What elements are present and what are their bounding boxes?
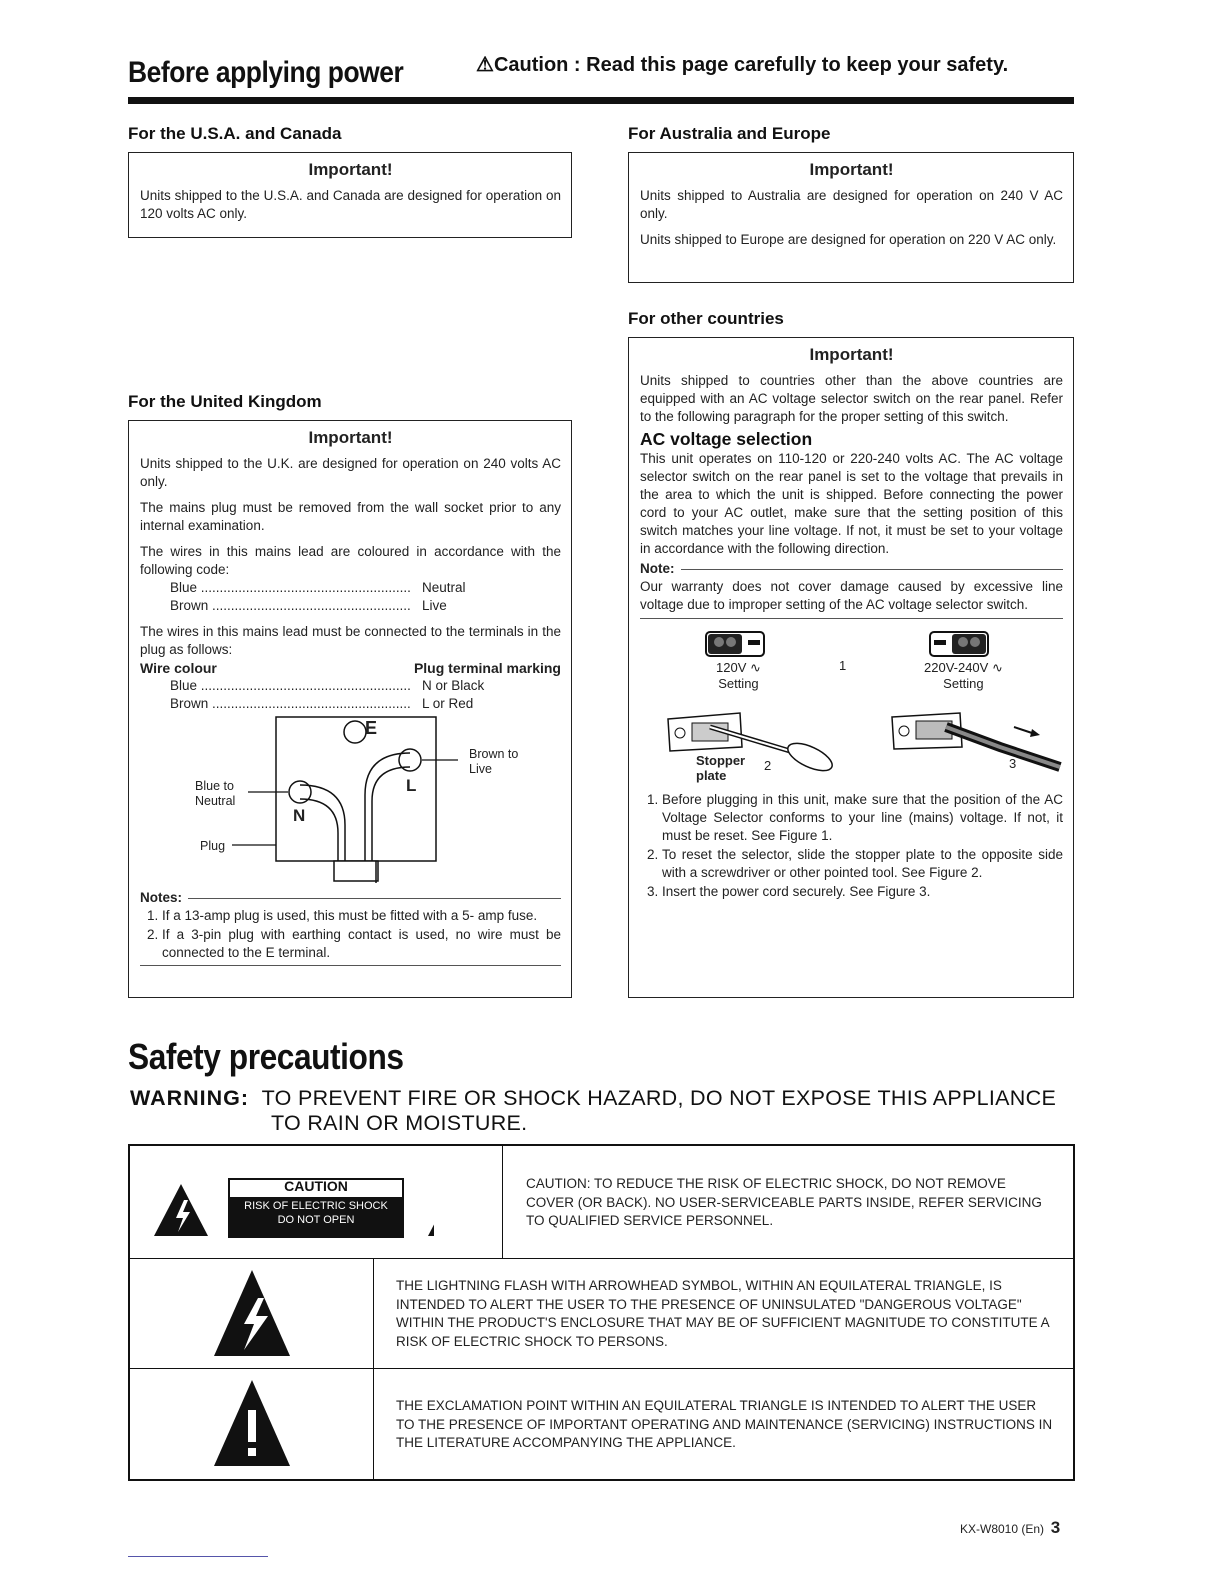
note-label: Note: <box>640 560 1063 578</box>
page-title: Before applying power <box>128 56 404 89</box>
ac-heading: AC voltage selection <box>640 429 813 449</box>
aus-p2: Units shipped to Europe are designed for operation on 220 V AC only. <box>640 232 1057 247</box>
wire-row-brown <box>170 695 561 713</box>
other-important: Important! <box>809 345 894 364</box>
neutral-text: Neutral <box>195 794 236 808</box>
exclamation-triangle-icon <box>214 1380 290 1468</box>
uk-box <box>128 420 572 998</box>
usa-text: Units shipped to the U.S.A. and Canada are designed for operation on 120 volts AC only. <box>140 188 561 221</box>
live-text: Live <box>469 762 492 776</box>
plug-label: Plug <box>200 839 226 853</box>
row-divider <box>130 1368 1073 1369</box>
plug-marking-header: Plug terminal marking <box>413 660 561 676</box>
label-120-setting: Setting <box>718 676 759 691</box>
page-number: 3 <box>1050 1518 1061 1537</box>
notes-list <box>140 907 561 966</box>
code-brown: Brown ..... <box>170 597 410 615</box>
code-row-brown <box>170 597 561 615</box>
fig-num-1: 1 <box>839 658 847 673</box>
code-row-blue <box>170 579 561 597</box>
note-item: 2. If a 3-pin plug with earthing contact is used, no wire must be connected to the E terminal. <box>162 926 561 962</box>
code-live: Live <box>422 598 447 613</box>
terminal-e-label: E <box>365 718 378 738</box>
warning-label: WARNING: <box>130 1086 250 1110</box>
ac-text: This unit operates on 110-120 or 220-240 volts AC. The AC voltage selector switch on the rear panel is set to the voltage that prevails in the area to which the unit is shipped. Before connecting the power cord to your AC outlet, make sure that the setting position of this switch matches your line voltage. If not, it must be set to your voltage in accordance with the following direction. <box>640 451 1063 556</box>
caution-text: Caution : Read this page carefully to keep your safety. <box>493 54 1009 76</box>
aus-p1: Units shipped to Australia are designed for operation on 240 V AC only. <box>640 188 1063 221</box>
steps-list <box>640 791 1063 901</box>
label-220 <box>924 660 1003 692</box>
wire-brown: Brown ..... <box>170 695 410 713</box>
do-not-open-text: DO NOT OPEN <box>277 1214 355 1226</box>
wire-n-black: N or Black <box>422 678 485 693</box>
blue-to-neutral-label <box>195 779 235 809</box>
voltage-figure <box>640 627 1063 795</box>
safety-table <box>128 1144 1075 1481</box>
warning-line1: TO PREVENT FIRE OR SHOCK HAZARD, DO NOT EXPOSE THIS APPLIANCE <box>261 1086 1057 1110</box>
label-220-setting: Setting <box>943 676 984 691</box>
lightning-triangle-icon <box>214 1270 290 1358</box>
switch-220-icon <box>930 632 988 656</box>
stopper-text: Stopper <box>696 753 746 768</box>
footer-model: KX-W8010 (En) <box>960 1522 1045 1536</box>
aus-box <box>628 152 1074 283</box>
header-rule <box>128 97 1074 104</box>
footer <box>960 1518 1060 1538</box>
wire-l-red: L or Red <box>422 696 474 711</box>
label-220-voltage: 220V-240V ∿ <box>924 660 1003 675</box>
fig-num-2: 2 <box>764 758 772 773</box>
wire-blue: Blue ..... <box>170 677 410 695</box>
other-p1: Units shipped to countries other than the above countries are equipped with an AC voltage selector switch on the rear panel. Refer to the following paragraph for the proper setting of this switch. <box>640 373 1063 424</box>
aus-heading: For Australia and Europe <box>628 124 831 143</box>
other-heading: For other countries <box>628 309 784 328</box>
brown-to-live-label <box>469 747 518 777</box>
notes-label: Notes: <box>140 889 561 907</box>
label-120 <box>716 660 761 692</box>
wire-row-blue <box>170 677 561 695</box>
code-neutral: Neutral <box>422 580 466 595</box>
blue-to-text: Blue to <box>195 779 234 793</box>
uk-p3: The wires in this mains lead are coloured in accordance with the following code: <box>140 544 561 577</box>
risk-label <box>228 1199 404 1227</box>
caution-header <box>476 52 1008 77</box>
brown-to-text: Brown to <box>469 747 519 761</box>
stopper-plate-label <box>696 753 745 783</box>
step-item: 1. Before plugging in this unit, make sure that the position of the AC Voltage Selector conforms to your line (mains) voltage. If not, it must be reset. See Figure 1. <box>662 791 1063 845</box>
uk-p1: Units shipped to the U.K. are designed for operation on 240 volts AC only. <box>140 456 561 489</box>
row3-text: THE EXCLAMATION POINT WITHIN AN EQUILATERAL TRIANGLE IS INTENDED TO ALERT THE USER TO THE PRESENCE OF IMPORTANT OPERATING AND MAINTENANCE (SERVICING) INSTRUCTIONS IN THE LITERATURE ACCOMPANYING THE APPLIANCE. <box>396 1398 1053 1450</box>
plug-diagram <box>140 715 561 883</box>
wire-table-header <box>140 659 561 677</box>
usa-heading: For the U.S.A. and Canada <box>128 124 342 143</box>
uk-heading: For the United Kingdom <box>128 392 322 411</box>
note-text: Our warranty does not cover damage caused by excessive line voltage due to improper setting of the AC voltage selector switch. <box>640 578 1063 619</box>
uk-p4: The wires in this mains lead must be connected to the terminals in the plug as follows: <box>140 624 561 657</box>
warning-text <box>130 1086 1090 1136</box>
other-box <box>628 337 1074 998</box>
row-divider <box>130 1258 1073 1259</box>
warning-triangle-icon: ⚠ <box>476 54 494 76</box>
terminal-n-label: N <box>293 806 306 825</box>
switch-120-icon <box>706 632 764 656</box>
caution-label: CAUTION <box>284 1178 348 1194</box>
aus-important: Important! <box>809 160 894 179</box>
fig-num-3: 3 <box>1009 756 1017 771</box>
risk-text: RISK OF ELECTRIC SHOCK <box>244 1200 388 1212</box>
col-divider <box>502 1146 503 1258</box>
col-divider <box>373 1258 374 1479</box>
safety-title: Safety precautions <box>128 1036 404 1077</box>
uk-important: Important! <box>308 428 393 447</box>
usa-important: Important! <box>308 160 393 179</box>
step-item: 3. Insert the power cord securely. See Figure 3. <box>662 883 1063 901</box>
label-120-voltage: 120V ∿ <box>716 660 761 675</box>
code-blue: Blue ..... <box>170 579 410 597</box>
row1-text: CAUTION: TO REDUCE THE RISK OF ELECTRIC SHOCK, DO NOT REMOVE COVER (OR BACK). NO USER-SERVICEABLE PARTS INSIDE, REFER SERVICING TO QUALIFIED SERVICE PERSONNEL. <box>526 1176 1042 1228</box>
uk-p2: The mains plug must be removed from the wall socket prior to any internal examination. <box>140 500 561 533</box>
row2-text: THE LIGHTNING FLASH WITH ARROWHEAD SYMBOL, WITHIN AN EQUILATERAL TRIANGLE, IS INTENDED TO ALERT THE USER TO THE PRESENCE OF UNINSULATED "DANGEROUS VOLTAGE" WITHIN THE PRODUCT'S ENCLOSURE THAT MAY BE OF SUFFICIENT MAGNITUDE TO CONSTITUTE A RISK OF ELECTRIC SHOCK TO PERSONS. <box>396 1278 1049 1349</box>
wire-colour-header: Wire colour <box>140 660 217 676</box>
usa-box <box>128 152 572 238</box>
warning-line2: TO RAIN OR MOISTURE. <box>271 1111 528 1135</box>
step-item: 2. To reset the selector, slide the stopper plate to the opposite side with a screwdriver or other pointed tool. See Figure 2. <box>662 846 1063 882</box>
terminal-l-label: L <box>406 776 417 795</box>
note-item: 1. If a 13-amp plug is used, this must be fitted with a 5- amp fuse. <box>162 907 561 925</box>
power-cord-figure-icon <box>892 713 1060 767</box>
screwdriver-figure-icon <box>668 713 836 776</box>
plate-text: plate <box>696 768 727 783</box>
footer-link-line <box>128 1556 268 1557</box>
